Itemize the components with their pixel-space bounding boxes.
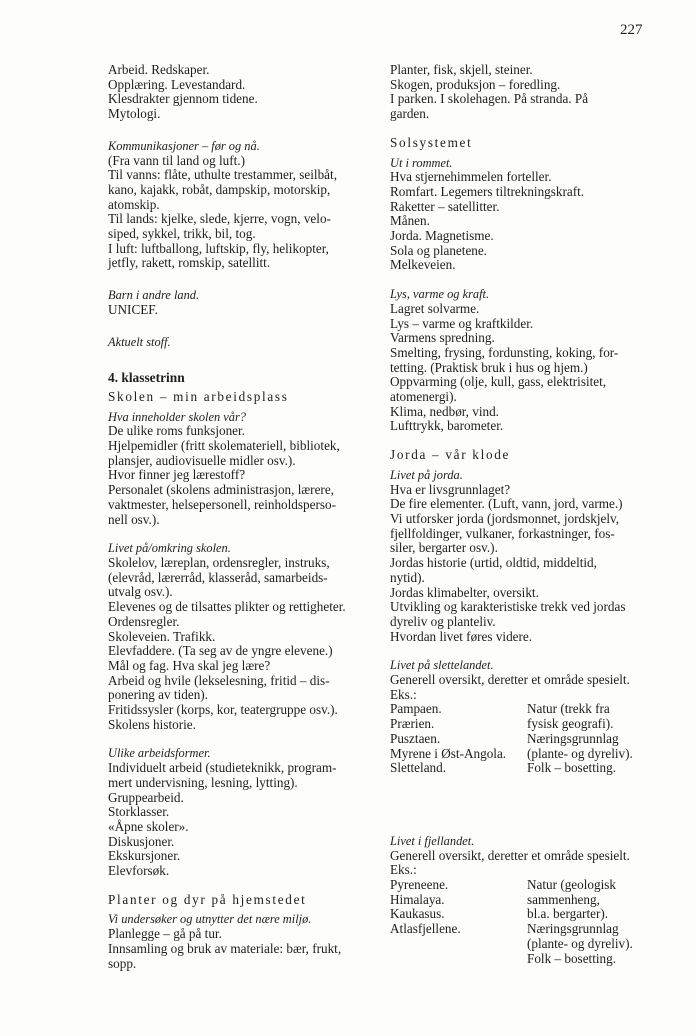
text-line: Skolelov, læreplan, ordensregler, instruks, [108, 554, 330, 570]
text-line: Klima, nedbør, vind. [390, 403, 499, 419]
text-line: fjellfoldinger, vulkaner, forkastninger, fos- [390, 525, 615, 541]
text-line: «Åpne skoler». [108, 818, 189, 834]
table-cell: bl.a. bergarter). [527, 906, 609, 922]
text-line: Mål og fag. Hva skal jeg lære? [108, 657, 271, 673]
table-row [390, 952, 648, 967]
text-line: Generell oversikt, deretter et område spesielt. [390, 672, 630, 688]
section-subheading: Ut i rommet. [390, 155, 453, 170]
text-line: mert undervisning, lesning, lytting). [108, 774, 298, 790]
section-subheading: Vi undersøker og utnytter det nære miljø. [108, 912, 312, 927]
right-column [390, 63, 648, 983]
table-cell: Natur (geologisk [527, 877, 616, 893]
table-cell: sammenheng, [527, 891, 600, 907]
table-row [390, 878, 648, 893]
table-cell: Næringsgrunnlag [527, 921, 619, 937]
kommunikasjoner-section [108, 139, 366, 271]
table-row [390, 702, 648, 717]
table-cell: Folk – bosetting. [527, 950, 617, 966]
intro-list [108, 63, 366, 122]
section-heading: Jorda – vår klode [390, 447, 511, 463]
section-subheading: Livet på slettelandet. [390, 658, 494, 673]
table-cell: Næringsgrunnlag [527, 730, 619, 746]
text-line: UNICEF. [108, 301, 158, 317]
table-cell: fysisk geografi). [527, 716, 614, 732]
ut-i-rommet-section [390, 156, 648, 274]
table-cell: Natur (trekk fra [527, 701, 610, 717]
section-subheading: Hva inneholder skolen vår? [108, 409, 246, 424]
text-line: Jorda. Magnetisme. [390, 228, 494, 244]
section-subheading: Lys, varme og kraft. [390, 287, 490, 302]
text-line: nytid). [390, 569, 425, 585]
table-cell: Kaukasus. [390, 906, 445, 922]
text-line: Varmens spredning. [390, 330, 495, 346]
text-line: dyreliv og planteliv. [390, 613, 496, 629]
text-line: Personalet (skolens administrasjon, lærere, [108, 482, 334, 498]
text-line: Utvikling og karakteristiske trekk ved jordas [390, 599, 626, 615]
section-heading: Planter og dyr på hjemstedet [108, 891, 307, 907]
text-line: De ulike roms funksjoner. [108, 423, 245, 439]
table-cell: Pyreneene. [390, 877, 449, 893]
section-subheading: Barn i andre land. [108, 288, 200, 303]
text-line: (Fra vann til land og luft.) [108, 152, 245, 168]
text-line: Vi utforsker jorda (jordsmonnet, jordskjelv, [390, 510, 620, 526]
section-subheading: Ulike arbeidsformer. [108, 746, 211, 761]
section-subheading: Livet på jorda. [390, 467, 463, 482]
text-line: Individuelt arbeid (studieteknikk, program- [108, 760, 337, 776]
section-heading: Skolen – min arbeidsplass [108, 388, 289, 404]
text-line: Gruppearbeid. [108, 789, 184, 805]
fjellandet-section [390, 834, 648, 966]
table-row [390, 761, 648, 776]
text-line: Lys – varme og kraftkilder. [390, 315, 534, 331]
text-line: Raketter – satellitter. [390, 198, 500, 214]
text-line: ponering av tiden). [108, 687, 208, 703]
table-cell: Pampaen. [390, 701, 442, 717]
table-cell: Myrene i Øst-Angola. [390, 745, 507, 761]
text-line: Romfart. Legemers tiltrekningskraft. [390, 183, 585, 199]
livet-section [108, 541, 366, 732]
text-line: Jordas klimabelter, oversikt. [390, 584, 539, 600]
section-heading: Solsystemet [390, 134, 473, 150]
text-line: nell osv.). [108, 511, 160, 527]
hva-section [108, 410, 366, 528]
text-line: Mytologi. [108, 106, 161, 122]
text-line: Oppvarming (olje, kull, gass, elektrisitet, [390, 374, 607, 390]
text-line: Jordas historie (urtid, oldtid, middeltid, [390, 555, 597, 571]
slettelandet-section [390, 658, 648, 776]
grade-heading: 4. klassetrinn [108, 370, 185, 386]
text-line: Opplæring. Levestandard. [108, 76, 246, 92]
text-line: Skolens historie. [108, 716, 196, 732]
text-line: I parken. I skolehagen. På stranda. På [390, 91, 589, 107]
table-cell: Prærien. [390, 716, 435, 732]
table-row [390, 922, 648, 937]
table-cell [390, 937, 527, 952]
section-subheading: Livet på/omkring skolen. [108, 541, 231, 556]
table-cell: Pusztaen. [390, 730, 441, 746]
text-line: Fritidssysler (korps, kor, teatergruppe osv.). [108, 702, 338, 718]
text-line: siler, bergarter osv.). [390, 540, 498, 556]
text-line: Smelting, frysing, fordunsting, koking, for- [390, 344, 619, 360]
table-cell [390, 952, 527, 967]
text-line: plansjer, audiovisuelle midler osv.). [108, 452, 296, 468]
text-line: siped, sykkel, trikk, bil, tog. [108, 226, 256, 242]
text-line: Elevenes og de tilsattes plikter og rettigheter. [108, 599, 346, 615]
table-row [390, 937, 648, 952]
text-line: Hvordan livet føres videre. [390, 628, 533, 644]
text-line: Eks.: [390, 686, 417, 702]
text-line: Lufttrykk, barometer. [390, 418, 504, 434]
text-line: De fire elementer. (Luft, vann, jord, varme.) [390, 496, 623, 512]
text-line: I luft: luftballong, luftskip, fly, helikopter, [108, 240, 329, 256]
text-line: Elevfaddere. (Ta seg av de yngre elevene.) [108, 643, 333, 659]
text-line: atomenergi). [390, 389, 457, 405]
text-line: vaktmester, helsepersonell, reinholdsperso- [108, 496, 336, 512]
text-line: sopp. [108, 955, 137, 971]
text-line: Hva stjernehimmelen forteller. [390, 169, 552, 185]
section-subheading: Kommunikasjoner – før og nå. [108, 138, 260, 153]
table-cell: (plante- og dyreliv). [527, 745, 633, 761]
livet-pa-jorda-section [390, 468, 648, 644]
table-cell: Sletteland. [390, 760, 447, 776]
text-line: Hvor finner jeg lærestoff? [108, 467, 246, 483]
text-line: jetfly, rakett, romskip, satellitt. [108, 255, 271, 271]
text-line: Ekskursjoner. [108, 848, 181, 864]
ulike-section [108, 746, 366, 878]
text-line: Til vanns: flåte, uthulte trestammer, seilbåt, [108, 167, 337, 183]
text-line: Storklasser. [108, 804, 170, 820]
table-cell: Himalaya. [390, 891, 445, 907]
section-subheading: Livet i fjellandet. [390, 833, 475, 848]
text-line: Hjelpemidler (fritt skolemateriell, bibliotek, [108, 438, 340, 454]
text-line: Planter, fisk, skjell, steiner. [390, 62, 533, 77]
text-line: Skogen, produksjon – foredling. [390, 76, 561, 92]
section-subheading: Aktuelt stoff. [108, 334, 171, 349]
aktuelt-section [108, 335, 366, 350]
text-line: Generell oversikt, deretter et område spesielt. [390, 847, 630, 863]
table-row [390, 717, 648, 732]
text-line: Diskusjoner. [108, 833, 175, 849]
table-cell: Atlasfjellene. [390, 921, 461, 937]
text-line: Lagret solvarme. [390, 300, 480, 316]
text-line: Sola og planetene. [390, 242, 488, 258]
text-line: Melkeveien. [390, 257, 456, 273]
table-cell: (plante- og dyreliv). [527, 935, 633, 951]
text-line: garden. [390, 106, 430, 122]
text-line: Klesdrakter gjennom tidene. [108, 91, 258, 107]
text-line: Elevforsøk. [108, 863, 170, 879]
text-line: Planlegge – gå på tur. [108, 926, 222, 942]
text-line: Til lands: kjelke, slede, kjerre, vogn, velo- [108, 211, 331, 227]
text-line: (elevråd, lærerråd, klasseråd, samarbeids- [108, 569, 328, 585]
intro-list [390, 63, 648, 122]
table-row [390, 893, 648, 908]
table-cell: Folk – bosetting. [527, 760, 617, 776]
left-column [108, 63, 366, 988]
text-line: atomskip. [108, 196, 160, 212]
text-line: Arbeid og hvile (lekselesning, fritid – dis- [108, 672, 330, 688]
barn-section [108, 288, 366, 317]
planter-section [108, 912, 366, 971]
text-line: Ordensregler. [108, 613, 180, 629]
text-line: Eks.: [390, 862, 417, 878]
text-line: Skoleveien. Trafikk. [108, 628, 216, 644]
text-line: utvalg osv.). [108, 584, 173, 600]
text-line: Innsamling og bruk av materiale: bær, frukt, [108, 940, 342, 956]
text-line: Hva er livsgrunnlaget? [390, 481, 511, 497]
table-row [390, 747, 648, 762]
text-line: kano, kajakk, robåt, dampskip, motorskip, [108, 181, 331, 197]
text-line: tetting. (Praktisk bruk i hus og hjem.) [390, 359, 588, 375]
text-line: Månen. [390, 213, 430, 229]
table-row [390, 732, 648, 747]
lys-section [390, 287, 648, 434]
page-number: 227 [620, 22, 643, 38]
text-line: Arbeid. Redskaper. [108, 62, 210, 77]
table-row [390, 907, 648, 922]
